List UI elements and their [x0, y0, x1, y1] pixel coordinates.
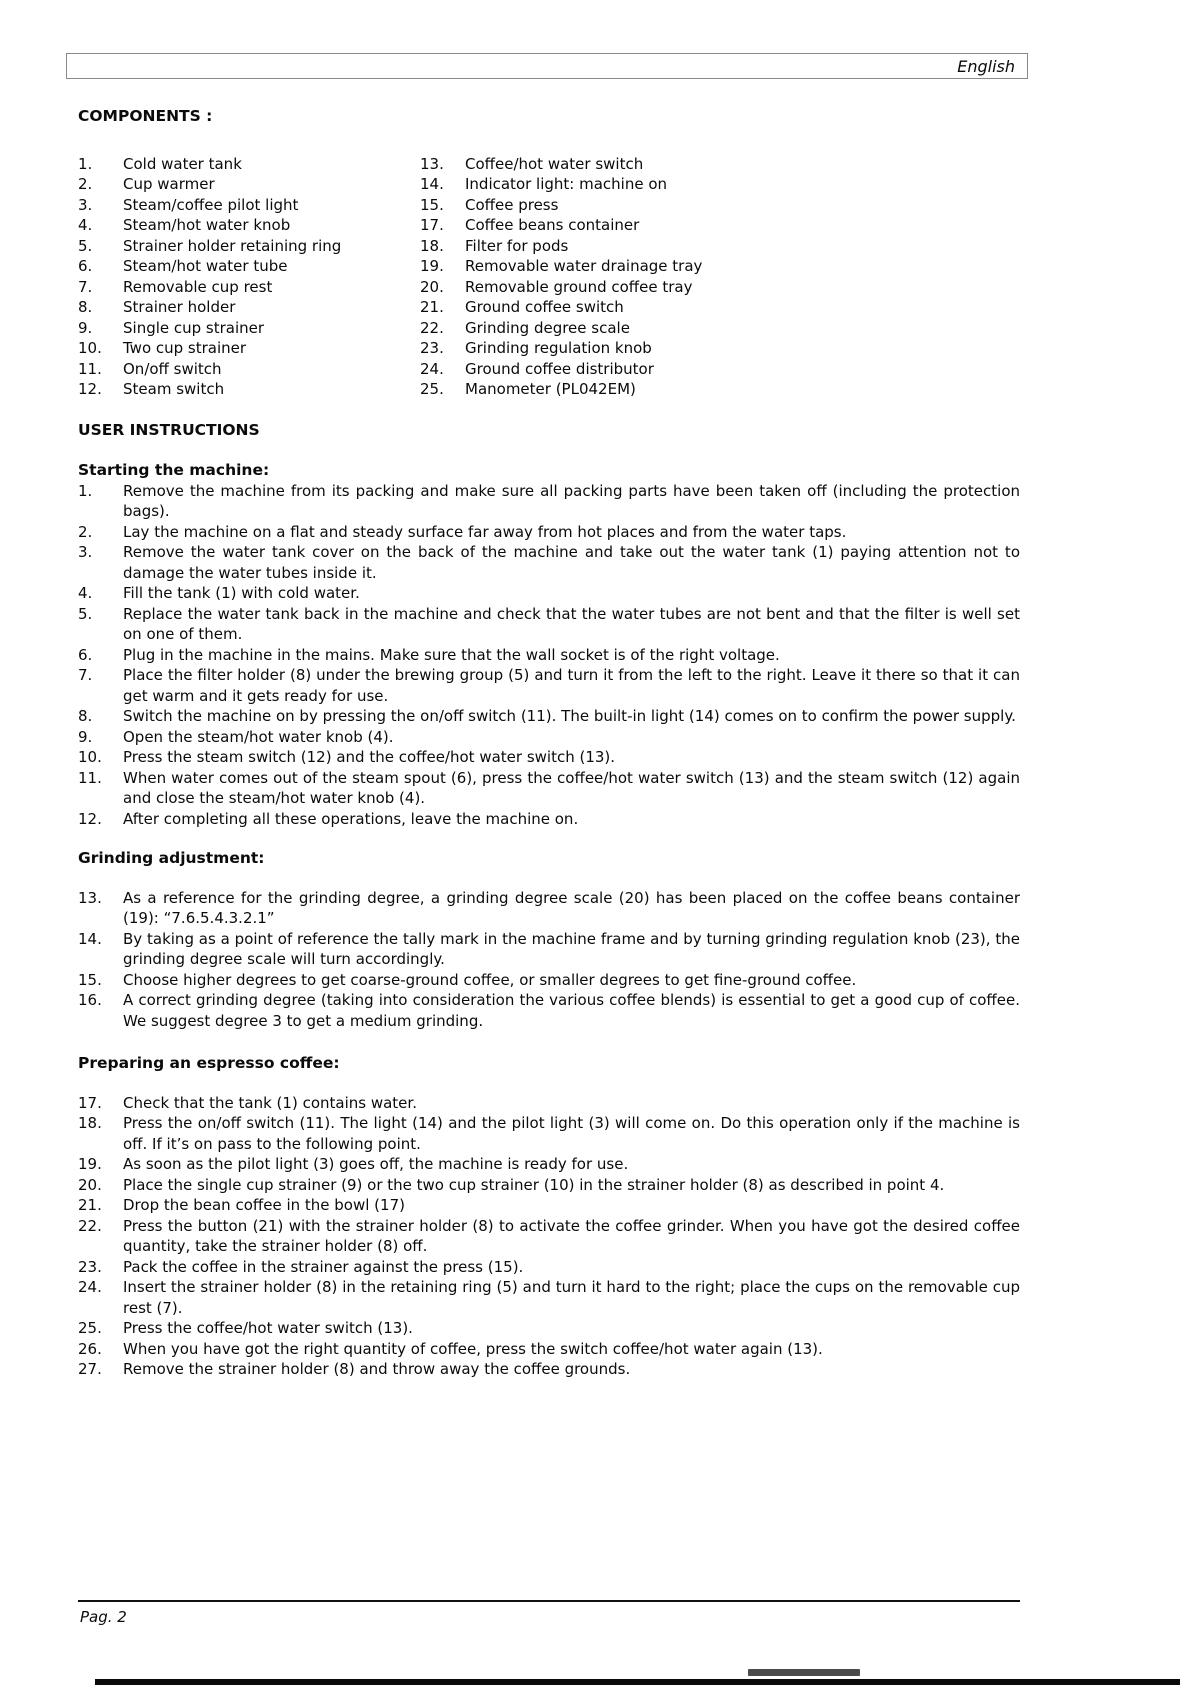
component-item — [420, 318, 1020, 339]
item-number: 17. — [420, 216, 444, 234]
instruction-item — [78, 542, 1020, 583]
item-text: Indicator light: machine on — [465, 175, 668, 193]
item-text: Two cup strainer — [123, 339, 247, 357]
item-number: 7. — [78, 277, 93, 296]
item-text: Press the coffee/hot water switch (13). — [123, 1319, 413, 1337]
item-text: Coffee/hot water switch — [465, 154, 644, 173]
component-item — [78, 318, 420, 339]
component-item — [420, 195, 1020, 216]
item-text: Fill the tank (1) with cold water. — [123, 584, 360, 602]
instruction-item — [78, 747, 1020, 768]
item-number: 23. — [78, 1257, 102, 1276]
item-text: Cold water tank — [123, 154, 242, 173]
item-number: 18. — [420, 236, 444, 255]
instruction-item — [78, 990, 1020, 1031]
component-item — [420, 379, 1020, 400]
item-number: 2. — [78, 522, 93, 541]
item-number: 24. — [78, 1278, 102, 1296]
item-number: 4. — [78, 216, 93, 234]
item-text: Steam/hot water knob — [123, 216, 291, 234]
language-header-box — [66, 53, 1028, 79]
instruction-item — [78, 645, 1020, 666]
item-number: 9. — [78, 727, 93, 746]
instruction-item — [78, 706, 1020, 727]
print-artifact — [748, 1669, 860, 1676]
item-number: 14. — [78, 929, 102, 948]
instruction-item — [78, 1195, 1020, 1216]
instruction-list — [78, 888, 1020, 1032]
item-text: Remove the water tank cover on the back of the machine and take out the water tank (1) paying attention not to damage the water tubes inside it. — [123, 543, 1020, 582]
item-number: 27. — [78, 1360, 102, 1378]
item-text: A correct grinding degree (taking into consideration the various coffee blends) is essential to get a good cup of coffee. We suggest degree 3 to get a medium grinding. — [123, 991, 1020, 1030]
item-number: 25. — [420, 380, 444, 398]
item-text: Steam/hot water tube — [123, 257, 288, 275]
section-preparing-espresso — [78, 1053, 1020, 1380]
item-number: 22. — [78, 1216, 102, 1235]
section-title: Preparing an espresso coffee: — [78, 1054, 340, 1072]
component-item — [78, 277, 420, 298]
component-item — [78, 359, 420, 380]
item-text: Press the button (21) with the strainer holder (8) to activate the coffee grinder. When you have got the desired coffee quantity, take the strainer holder (8) off. — [123, 1216, 1020, 1255]
instruction-item — [78, 970, 1020, 991]
item-text: Remove the strainer holder (8) and throw away the coffee grounds. — [123, 1360, 631, 1378]
instruction-item — [78, 809, 1020, 830]
section-grinding-adjustment — [78, 848, 1020, 1031]
instruction-list — [78, 1093, 1020, 1380]
component-item — [78, 195, 420, 216]
component-item — [78, 154, 420, 175]
item-number: 6. — [78, 645, 93, 664]
item-number: 18. — [78, 1114, 102, 1132]
item-text: Drop the bean coffee in the bowl (17) — [123, 1196, 405, 1214]
component-item — [420, 174, 1020, 195]
item-number: 16. — [78, 991, 102, 1009]
item-text: Ground coffee distributor — [465, 359, 654, 378]
item-text: Switch the machine on by pressing the on/off switch (11). The built-in light (14) comes on to confirm the power supply. — [123, 707, 1016, 725]
item-text: Replace the water tank back in the machine and check that the water tubes are not bent and that the filter is well set on one of them. — [123, 604, 1020, 643]
item-text: Open the steam/hot water knob (4). — [123, 727, 394, 746]
instruction-item — [78, 583, 1020, 604]
instruction-item — [78, 727, 1020, 748]
item-text: On/off switch — [123, 359, 222, 378]
item-text: Check that the tank (1) contains water. — [123, 1093, 417, 1112]
item-number: 14. — [420, 175, 444, 193]
item-number: 15. — [78, 970, 102, 989]
item-number: 21. — [78, 1196, 102, 1214]
components-column-left — [78, 154, 420, 400]
item-text: Single cup strainer — [123, 318, 265, 337]
item-number: 10. — [78, 748, 102, 766]
item-number: 10. — [78, 339, 102, 357]
components-column-right — [420, 154, 1020, 400]
item-text: Coffee beans container — [465, 216, 640, 234]
item-number: 19. — [78, 1155, 102, 1173]
user-instructions-heading: USER INSTRUCTIONS — [78, 420, 260, 439]
components-list — [78, 154, 1020, 400]
item-text: Removable water drainage tray — [465, 257, 703, 275]
item-text: Steam/coffee pilot light — [123, 195, 299, 214]
component-item — [420, 215, 1020, 236]
component-item — [420, 297, 1020, 318]
item-text: Insert the strainer holder (8) in the retaining ring (5) and turn it hard to the right; place the cups on the removable cup rest (7). — [123, 1278, 1020, 1317]
item-text: Remove the machine from its packing and make sure all packing parts have been taken off (including the protection bags). — [123, 481, 1020, 520]
section-title: Starting the machine: — [78, 461, 270, 479]
item-number: 21. — [420, 298, 444, 316]
item-text: After completing all these operations, leave the machine on. — [123, 809, 579, 828]
component-item — [420, 359, 1020, 380]
instruction-item — [78, 604, 1020, 645]
item-number: 1. — [78, 154, 93, 173]
item-number: 4. — [78, 584, 93, 602]
item-text: As soon as the pilot light (3) goes off, the machine is ready for use. — [123, 1155, 629, 1173]
item-text: Removable cup rest — [123, 277, 273, 296]
item-text: Steam switch — [123, 380, 225, 398]
item-text: Place the filter holder (8) under the brewing group (5) and turn it from the left to the right. Leave it there so that it can get warm and it gets ready for use. — [123, 666, 1020, 705]
item-number: 24. — [420, 359, 444, 378]
instruction-item — [78, 1154, 1020, 1175]
item-number: 25. — [78, 1319, 102, 1337]
item-text: Filter for pods — [465, 236, 569, 255]
instruction-list — [78, 481, 1020, 830]
item-number: 1. — [78, 481, 93, 500]
instruction-item — [78, 888, 1020, 929]
item-text: Press the steam switch (12) and the coffee/hot water switch (13). — [123, 748, 616, 766]
section-title: Grinding adjustment: — [78, 849, 265, 867]
item-number: 15. — [420, 195, 444, 214]
section-starting-the-machine — [78, 460, 1020, 829]
item-text: Lay the machine on a flat and steady surface far away from hot places and from the water taps. — [123, 522, 847, 541]
instruction-item — [78, 1318, 1020, 1339]
component-item — [78, 297, 420, 318]
component-item — [78, 174, 420, 195]
component-item — [420, 236, 1020, 257]
item-text: Manometer (PL042EM) — [465, 380, 636, 398]
item-number: 17. — [78, 1093, 102, 1112]
footer-rule — [78, 1600, 1020, 1602]
item-number: 11. — [78, 768, 102, 787]
item-text: Press the on/off switch (11). The light (14) and the pilot light (3) will come on. Do this operation only if the machine is off. If it’s on pass to the following point. — [123, 1114, 1020, 1153]
item-number: 7. — [78, 666, 93, 684]
item-number: 12. — [78, 380, 102, 398]
item-number: 13. — [420, 154, 444, 173]
item-number: 19. — [420, 257, 444, 275]
page-number: Pag. 2 — [80, 1608, 127, 1626]
item-text: As a reference for the grinding degree, a grinding degree scale (20) has been placed on the coffee beans container (19): “7.6.5.4.3.2.1” — [123, 888, 1020, 927]
instruction-item — [78, 1093, 1020, 1114]
item-text: By taking as a point of reference the tally mark in the machine frame and by turning grinding regulation knob (23), the grinding degree scale will turn accordingly. — [123, 929, 1020, 968]
item-number: 22. — [420, 318, 444, 337]
item-text: Grinding degree scale — [465, 318, 630, 337]
item-number: 20. — [420, 277, 444, 296]
instruction-item — [78, 1359, 1020, 1380]
instruction-item — [78, 1339, 1020, 1360]
instruction-item — [78, 768, 1020, 809]
item-number: 13. — [78, 888, 102, 907]
instruction-item — [78, 1113, 1020, 1154]
item-text: Place the single cup strainer (9) or the two cup strainer (10) in the strainer holder (8) as described in point 4. — [123, 1175, 945, 1194]
item-text: Ground coffee switch — [465, 298, 624, 316]
item-text: Removable ground coffee tray — [465, 277, 693, 296]
component-item — [420, 277, 1020, 298]
item-number: 5. — [78, 236, 93, 255]
item-number: 2. — [78, 175, 93, 193]
item-text: Coffee press — [465, 195, 559, 214]
item-number: 12. — [78, 809, 102, 828]
instruction-item — [78, 522, 1020, 543]
item-text: Strainer holder — [123, 298, 236, 316]
item-text: Cup warmer — [123, 175, 215, 193]
item-number: 5. — [78, 604, 93, 623]
item-number: 20. — [78, 1175, 102, 1194]
component-item — [78, 236, 420, 257]
item-number: 3. — [78, 543, 93, 561]
page-content — [78, 106, 1020, 1380]
component-item — [420, 154, 1020, 175]
item-number: 26. — [78, 1339, 102, 1358]
language-label: English — [957, 56, 1015, 76]
item-text: Pack the coffee in the strainer against the press (15). — [123, 1257, 524, 1276]
item-number: 8. — [78, 707, 93, 725]
component-item — [78, 256, 420, 277]
instruction-item — [78, 1277, 1020, 1318]
instruction-item — [78, 1216, 1020, 1257]
instruction-item — [78, 929, 1020, 970]
component-item — [420, 338, 1020, 359]
instruction-item — [78, 481, 1020, 522]
component-item — [420, 256, 1020, 277]
item-number: 11. — [78, 359, 102, 378]
item-number: 9. — [78, 318, 93, 337]
component-item — [78, 215, 420, 236]
item-text: When water comes out of the steam spout (6), press the coffee/hot water switch (13) and the steam switch (12) again and close the steam/hot water knob (4). — [123, 768, 1020, 807]
instruction-item — [78, 1175, 1020, 1196]
components-heading: COMPONENTS : — [78, 107, 213, 125]
item-text: When you have got the right quantity of coffee, press the switch coffee/hot water again (13). — [123, 1339, 823, 1358]
item-number: 3. — [78, 195, 93, 214]
instruction-item — [78, 665, 1020, 706]
instruction-item — [78, 1257, 1020, 1278]
item-text: Choose higher degrees to get coarse-ground coffee, or smaller degrees to get fine-ground coffee. — [123, 970, 857, 989]
item-text: Grinding regulation knob — [465, 339, 652, 357]
component-item — [78, 338, 420, 359]
item-number: 6. — [78, 257, 93, 275]
item-number: 23. — [420, 339, 444, 357]
item-number: 8. — [78, 298, 93, 316]
item-text: Strainer holder retaining ring — [123, 236, 342, 255]
component-item — [78, 379, 420, 400]
item-text: Plug in the machine in the mains. Make sure that the wall socket is of the right voltage. — [123, 645, 780, 664]
bottom-edge-bar — [95, 1679, 1180, 1685]
